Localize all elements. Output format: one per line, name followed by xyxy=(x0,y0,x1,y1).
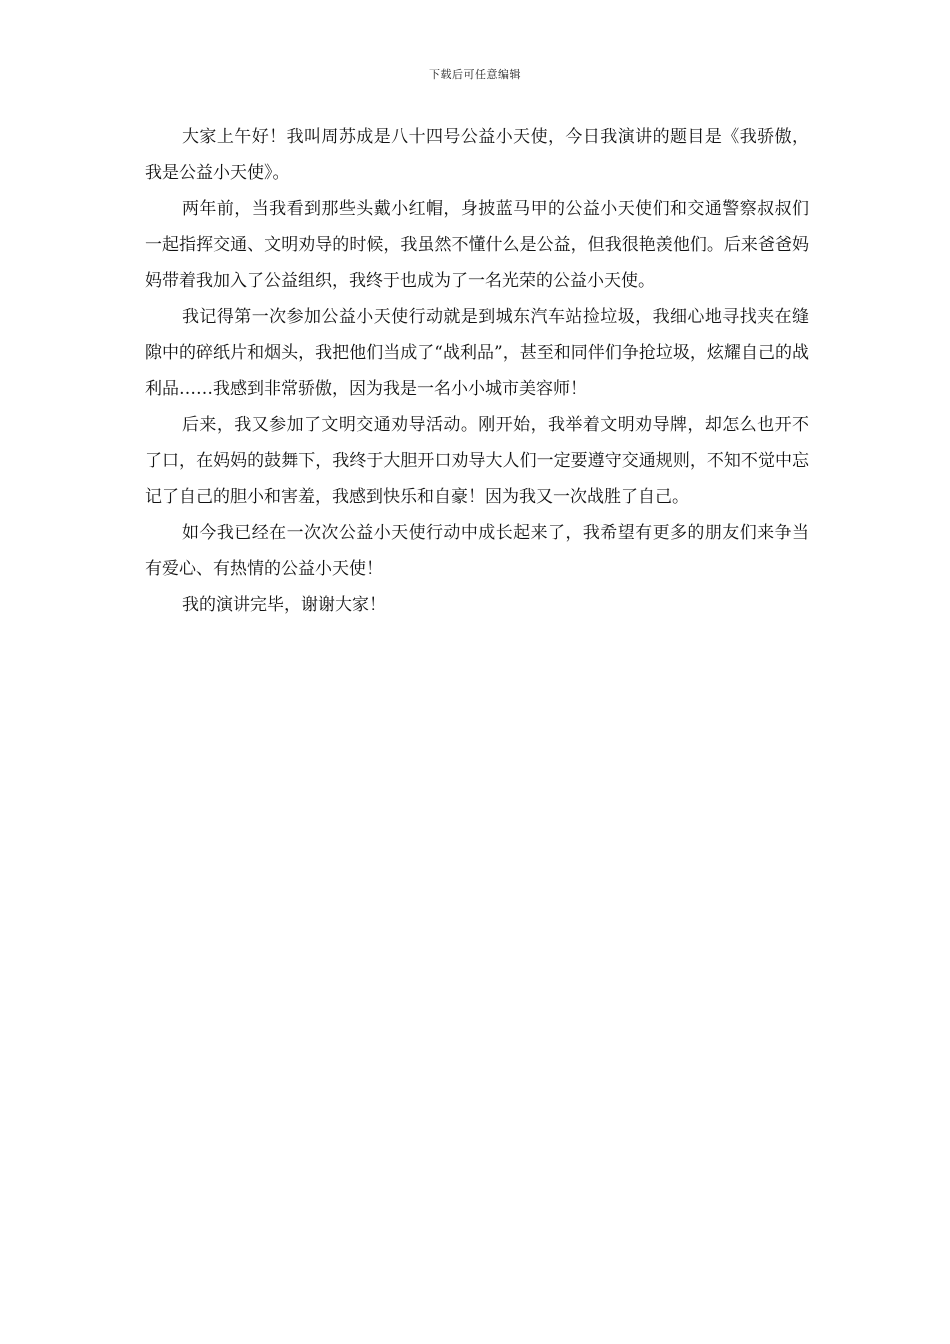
paragraph-closing: 我的演讲完毕，谢谢大家！ xyxy=(182,595,386,615)
paragraph-two-years-ago: 两年前，当我看到那些头戴小红帽，身披蓝马甲的公益小天使们和交通警察叔叔们一起指挥交通、文明劝导的时候，我虽然不懂什么是公益，但我很艳羡他们。后来爸爸妈妈带着我加入了公益组织，我终于也成为了一名光荣的公益小天使。 xyxy=(145,199,809,291)
paragraph-greeting: 大家上午好！我叫周苏成是八十四号公益小天使，今日我演讲的题目是《我骄傲，我是公益小天使》。 xyxy=(145,127,809,183)
paragraph-traffic-activity: 后来，我又参加了文明交通劝导活动。刚开始，我举着文明劝导牌，却怎么也开不了口，在妈妈的鼓舞下，我终于大胆开口劝导大人们一定要遵守交通规则，不知不觉中忘记了自己的胆小和害羞，我感到快乐和自豪！因为我又一次战胜了自己。 xyxy=(145,415,809,507)
speech-body xyxy=(145,119,809,623)
paragraph-first-activity: 我记得第一次参加公益小天使行动就是到城东汽车站捡垃圾，我细心地寻找夹在缝隙中的碎纸片和烟头，我把他们当成了“战利品”，甚至和同伴们争抢垃圾，炫耀自己的战利品……我感到非常骄傲，因为我是一名小小城市美容师！ xyxy=(145,307,809,399)
page-header: 下载后可任意编辑 xyxy=(429,68,521,81)
paragraph-growth: 如今我已经在一次次公益小天使行动中成长起来了，我希望有更多的朋友们来争当有爱心、有热情的公益小天使！ xyxy=(145,523,809,579)
